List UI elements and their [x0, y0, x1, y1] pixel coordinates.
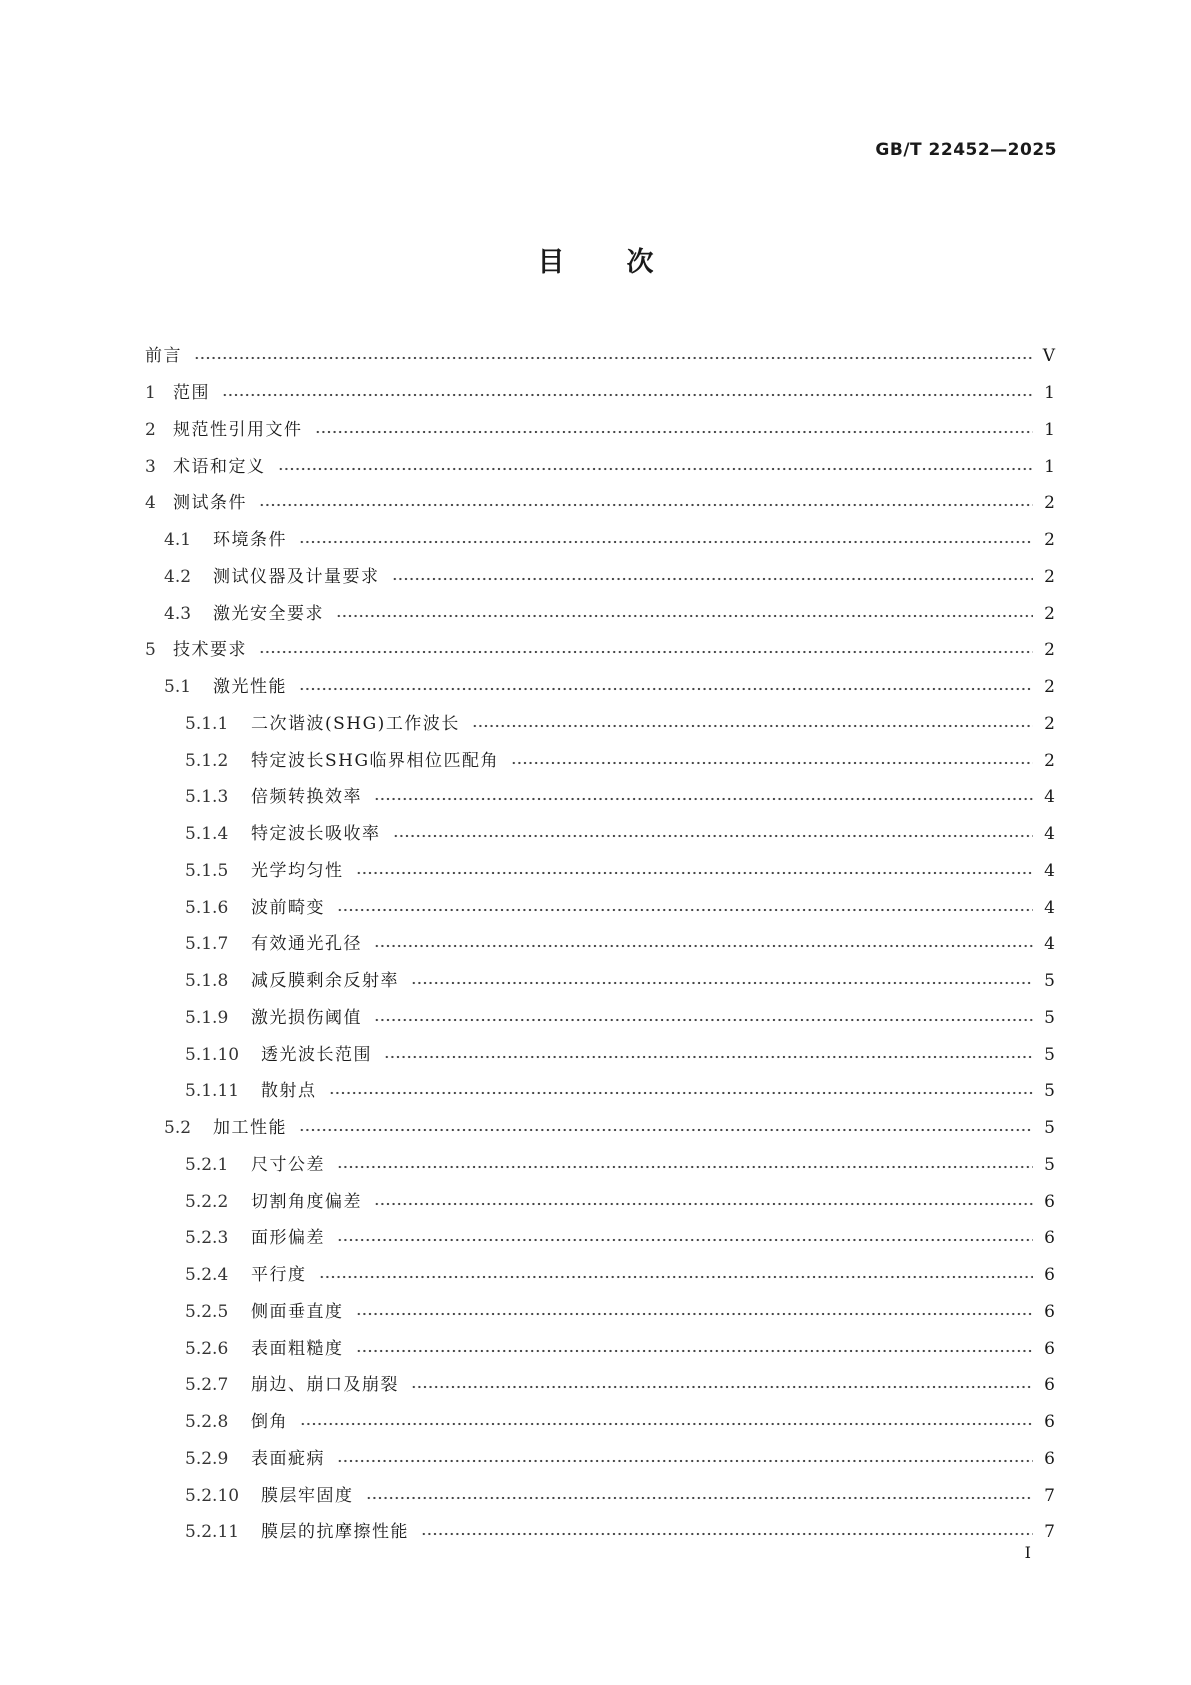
toc-entry-number: 5.1.2	[185, 750, 229, 771]
toc-entry[interactable]	[145, 1367, 1055, 1404]
toc-entry[interactable]	[145, 412, 1055, 449]
dot-leader	[194, 356, 1033, 360]
dot-leader	[336, 614, 1033, 618]
toc-entry-number: 5.2.10	[185, 1485, 240, 1506]
toc-entry-page: 2	[1044, 603, 1055, 624]
toc-entry[interactable]	[145, 963, 1055, 1000]
dot-leader	[337, 1165, 1033, 1169]
toc-entry[interactable]	[145, 338, 1055, 375]
toc-entry-page: 4	[1044, 934, 1055, 955]
toc-entry-page: 2	[1044, 530, 1055, 551]
toc-entry-page: V	[1042, 346, 1055, 367]
dot-leader	[337, 1238, 1033, 1242]
toc-entry[interactable]	[145, 375, 1055, 412]
table-of-contents	[145, 338, 1055, 1551]
toc-entry-title: 表面疵病	[251, 1448, 325, 1469]
dot-leader	[374, 1202, 1033, 1206]
toc-entry-page: 6	[1044, 1448, 1055, 1469]
standard-code: GB/T 22452—2025	[875, 140, 1057, 160]
toc-entry-number: 4.2	[164, 566, 192, 587]
dot-leader	[337, 1459, 1033, 1463]
toc-entry-page: 5	[1044, 1118, 1055, 1139]
toc-entry[interactable]	[145, 1404, 1055, 1441]
toc-entry-page: 5	[1044, 971, 1055, 992]
toc-entry-title: 透光波长范围	[261, 1044, 372, 1065]
toc-entry-number: 5.1.6	[185, 897, 229, 918]
toc-entry-title: 前言	[145, 346, 182, 367]
toc-entry-number: 5.1.1	[185, 713, 229, 734]
toc-entry[interactable]	[145, 706, 1055, 743]
toc-entry-title: 减反膜剩余反射率	[251, 971, 399, 992]
toc-entry-number: 5.2.9	[185, 1448, 229, 1469]
toc-entry-page: 2	[1044, 750, 1055, 771]
toc-entry-title: 尺寸公差	[251, 1154, 325, 1175]
toc-entry-number: 5.2.4	[185, 1265, 229, 1286]
toc-entry-page: 5	[1044, 1081, 1055, 1102]
toc-entry-page: 1	[1044, 456, 1055, 477]
dot-leader	[356, 871, 1034, 875]
toc-entry-title: 平行度	[251, 1265, 307, 1286]
toc-entry-number: 5.2.3	[185, 1228, 229, 1249]
toc-entry[interactable]	[145, 1036, 1055, 1073]
toc-entry-number: 5.1.5	[185, 860, 229, 881]
toc-entry-page: 6	[1044, 1412, 1055, 1433]
dot-leader	[421, 1532, 1033, 1536]
toc-entry-page: 7	[1044, 1485, 1055, 1506]
toc-entry[interactable]	[145, 816, 1055, 853]
toc-entry-number: 5.2.1	[185, 1154, 229, 1175]
toc-entry-page: 4	[1044, 860, 1055, 881]
toc-entry[interactable]	[145, 632, 1055, 669]
toc-entry-page: 7	[1044, 1522, 1055, 1543]
toc-entry-title: 表面粗糙度	[251, 1338, 344, 1359]
toc-entry[interactable]	[145, 669, 1055, 706]
toc-entry-number: 4.1	[164, 530, 192, 551]
toc-entry-number: 5.1.8	[185, 971, 229, 992]
toc-entry-number: 3	[145, 456, 156, 477]
toc-entry-page: 6	[1044, 1301, 1055, 1322]
toc-entry-page: 6	[1044, 1265, 1055, 1286]
toc-entry-title: 范围	[173, 383, 210, 404]
toc-entry-title: 激光安全要求	[213, 603, 324, 624]
dot-leader	[411, 981, 1033, 985]
toc-entry-number: 5.1	[164, 677, 192, 698]
dot-leader	[374, 944, 1033, 948]
toc-entry-number: 5.2.11	[185, 1522, 240, 1543]
dot-leader	[337, 908, 1033, 912]
toc-entry-page: 2	[1044, 677, 1055, 698]
dot-leader	[299, 1128, 1033, 1132]
dot-leader	[259, 503, 1033, 507]
toc-entry[interactable]	[145, 1147, 1055, 1184]
toc-entry-page: 2	[1044, 640, 1055, 661]
dot-leader	[329, 1091, 1034, 1095]
dot-leader	[315, 430, 1034, 434]
dot-leader	[356, 1349, 1034, 1353]
toc-entry-number: 5.2.5	[185, 1301, 229, 1322]
toc-entry-title: 光学均匀性	[251, 860, 344, 881]
toc-entry-number: 4.3	[164, 603, 192, 624]
toc-entry-number: 5	[145, 640, 156, 661]
toc-entry[interactable]	[145, 742, 1055, 779]
toc-entry-title: 面形偏差	[251, 1228, 325, 1249]
toc-entry-page: 6	[1044, 1191, 1055, 1212]
toc-entry-title: 有效通光孔径	[251, 934, 362, 955]
toc-entry-title: 波前畸变	[251, 897, 325, 918]
toc-entry-number: 5.1.3	[185, 787, 229, 808]
toc-entry-title: 测试条件	[173, 493, 247, 514]
toc-entry[interactable]	[145, 926, 1055, 963]
dot-leader	[411, 1385, 1033, 1389]
toc-entry-title: 术语和定义	[173, 456, 266, 477]
dot-leader	[300, 1422, 1033, 1426]
toc-entry-number: 5.1.10	[185, 1044, 240, 1065]
toc-entry-page: 2	[1044, 566, 1055, 587]
toc-entry-title: 倒角	[251, 1412, 288, 1433]
dot-leader	[259, 650, 1033, 654]
toc-entry[interactable]	[145, 1257, 1055, 1294]
toc-entry-page: 4	[1044, 824, 1055, 845]
toc-entry-title: 规范性引用文件	[173, 419, 303, 440]
toc-entry-page: 4	[1044, 897, 1055, 918]
dot-leader	[374, 1018, 1033, 1022]
toc-entry-title: 激光性能	[213, 677, 287, 698]
toc-entry-page: 2	[1044, 493, 1055, 514]
toc-entry-page: 2	[1044, 713, 1055, 734]
toc-entry-page: 5	[1044, 1007, 1055, 1028]
toc-entry-number: 2	[145, 419, 156, 440]
toc-entry-title: 散射点	[261, 1081, 317, 1102]
dot-leader	[278, 467, 1034, 471]
toc-entry-number: 5.2.8	[185, 1412, 229, 1433]
dot-leader	[299, 540, 1033, 544]
toc-entry[interactable]	[145, 448, 1055, 485]
toc-entry-number: 5.1.9	[185, 1007, 229, 1028]
toc-entry[interactable]	[145, 1514, 1055, 1551]
toc-entry[interactable]	[145, 1330, 1055, 1367]
toc-entry[interactable]	[145, 1073, 1055, 1110]
toc-entry-title: 二次谐波(SHG)工作波长	[251, 713, 460, 734]
toc-entry[interactable]	[145, 1110, 1055, 1147]
page-number: I	[1024, 1543, 1031, 1562]
toc-entry-number: 1	[145, 383, 156, 404]
toc-entry-title: 激光损伤阈值	[251, 1007, 362, 1028]
dot-leader	[366, 1496, 1034, 1500]
toc-entry[interactable]	[145, 1477, 1055, 1514]
toc-entry-number: 5.1.4	[185, 824, 229, 845]
toc-entry[interactable]	[145, 595, 1055, 632]
toc-entry-page: 6	[1044, 1375, 1055, 1396]
toc-entry-number: 4	[145, 493, 156, 514]
dot-leader	[299, 687, 1033, 691]
toc-entry[interactable]	[145, 1294, 1055, 1331]
toc-entry-title: 倍频转换效率	[251, 787, 362, 808]
toc-entry-page: 4	[1044, 787, 1055, 808]
toc-entry-title: 特定波长SHG临界相位匹配角	[251, 750, 500, 771]
page-title: 目次	[537, 247, 716, 278]
toc-entry-title: 测试仪器及计量要求	[213, 566, 380, 587]
toc-entry-number: 5.1.11	[185, 1081, 240, 1102]
toc-entry-title: 特定波长吸收率	[251, 824, 381, 845]
toc-entry[interactable]	[145, 522, 1055, 559]
toc-entry-number: 5.1.7	[185, 934, 229, 955]
toc-entry-page: 6	[1044, 1228, 1055, 1249]
toc-entry-title: 侧面垂直度	[251, 1301, 344, 1322]
dot-leader	[393, 834, 1034, 838]
toc-entry-title: 膜层的抗摩擦性能	[261, 1522, 409, 1543]
toc-entry-page: 1	[1044, 383, 1055, 404]
toc-entry-title: 加工性能	[213, 1118, 287, 1139]
toc-entry[interactable]	[145, 889, 1055, 926]
toc-entry[interactable]	[145, 1220, 1055, 1257]
toc-entry-title: 膜层牢固度	[261, 1485, 354, 1506]
toc-entry-number: 5.2.7	[185, 1375, 229, 1396]
toc-entry[interactable]	[145, 1183, 1055, 1220]
dot-leader	[319, 1275, 1034, 1279]
toc-entry[interactable]	[145, 779, 1055, 816]
toc-entry-title: 环境条件	[213, 530, 287, 551]
toc-entry-page: 5	[1044, 1154, 1055, 1175]
toc-entry-title: 崩边、崩口及崩裂	[251, 1375, 399, 1396]
dot-leader	[356, 1312, 1034, 1316]
dot-leader	[222, 393, 1033, 397]
toc-entry-number: 5.2	[164, 1118, 192, 1139]
dot-leader	[374, 797, 1033, 801]
toc-entry-title: 切割角度偏差	[251, 1191, 362, 1212]
toc-entry[interactable]	[145, 853, 1055, 890]
dot-leader	[384, 1055, 1033, 1059]
toc-entry[interactable]	[145, 1000, 1055, 1037]
dot-leader	[472, 724, 1033, 728]
toc-entry-number: 5.2.6	[185, 1338, 229, 1359]
dot-leader	[392, 577, 1034, 581]
toc-entry-page: 6	[1044, 1338, 1055, 1359]
dot-leader	[511, 761, 1033, 765]
toc-entry-title: 技术要求	[173, 640, 247, 661]
toc-entry-page: 1	[1044, 419, 1055, 440]
toc-entry[interactable]	[145, 485, 1055, 522]
toc-entry-number: 5.2.2	[185, 1191, 229, 1212]
toc-entry[interactable]	[145, 559, 1055, 596]
toc-entry[interactable]	[145, 1441, 1055, 1478]
toc-entry-page: 5	[1044, 1044, 1055, 1065]
